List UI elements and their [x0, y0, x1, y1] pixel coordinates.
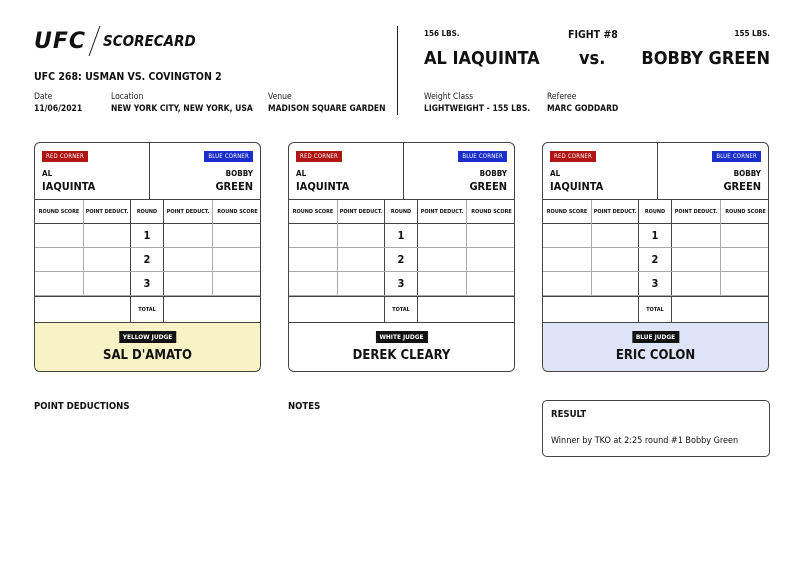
red-first-name: AL: [296, 169, 307, 178]
total-row: [543, 296, 768, 322]
fight-number: FIGHT #8: [568, 29, 618, 41]
blue-point-deduct-header: POINT DEDUCT.: [674, 208, 718, 215]
red-last-name: IAQUINTA: [550, 180, 604, 193]
judge-tag: BLUE JUDGE: [632, 331, 679, 343]
result-value: Winner by TKO at 2:25 round #1 Bobby Green: [551, 436, 739, 446]
weight-class-value: LIGHTWEIGHT - 155 LBS.: [424, 104, 531, 114]
blue-first-name: BOBBY: [733, 169, 761, 178]
date-label: Date: [34, 92, 53, 102]
blue-corner-badge: BLUE CORNER: [712, 151, 761, 162]
round-row: [543, 272, 768, 296]
round-number: 1: [638, 224, 672, 247]
scorecard-label: SCORECARD: [103, 32, 196, 50]
blue-fighter-weight: 155 LBS.: [734, 29, 770, 38]
judge-panel: [35, 322, 260, 372]
round-rows: [35, 224, 260, 296]
blue-first-name: BOBBY: [479, 169, 507, 178]
judge-panel: [289, 322, 514, 372]
score-columns-header: [543, 200, 768, 224]
round-number: 3: [130, 272, 164, 295]
round-number: 2: [130, 248, 164, 271]
judge-tag: YELLOW JUDGE: [119, 331, 176, 343]
blue-last-name: GREEN: [215, 180, 253, 193]
round-row: [543, 224, 768, 248]
blue-corner-badge: BLUE CORNER: [204, 151, 253, 162]
ufc-logo: [34, 26, 196, 56]
judge-scorecard: [288, 142, 515, 372]
header-divider: [397, 26, 398, 115]
red-last-name: IAQUINTA: [296, 180, 350, 193]
judge-scorecard: [542, 142, 769, 372]
round-row: [289, 248, 514, 272]
location-value: NEW YORK CITY, NEW YORK, USA: [111, 104, 253, 114]
round-number: 1: [130, 224, 164, 247]
round-row: [289, 272, 514, 296]
total-row: [35, 296, 260, 322]
red-first-name: AL: [42, 169, 53, 178]
location-label: Location: [111, 92, 144, 102]
red-last-name: IAQUINTA: [42, 180, 96, 193]
round-row: [35, 272, 260, 296]
blue-last-name: GREEN: [723, 180, 761, 193]
red-corner-badge: RED CORNER: [296, 151, 342, 162]
round-number: 1: [384, 224, 418, 247]
date-value: 11/06/2021: [34, 104, 83, 114]
red-point-deduct-header: POINT DEDUCT.: [83, 200, 130, 224]
judge-name: ERIC COLON: [615, 348, 696, 363]
red-round-score-header: ROUND SCORE: [546, 208, 588, 215]
round-row: [543, 248, 768, 272]
venue-label: Venue: [268, 92, 292, 102]
event-title: UFC 268: USMAN VS. COVINGTON 2: [34, 71, 222, 83]
venue-value: MADISON SQUARE GARDEN: [268, 104, 386, 114]
judge-name: SAL D'AMATO: [103, 348, 192, 363]
corners-header: [543, 143, 768, 200]
result-box: [542, 400, 770, 457]
red-point-deduct-header: POINT DEDUCT.: [337, 200, 384, 224]
round-row: [289, 224, 514, 248]
score-columns-header: [35, 200, 260, 224]
red-corner-badge: RED CORNER: [42, 151, 88, 162]
notes-heading: NOTES: [288, 401, 321, 412]
vs-label: vs.: [579, 48, 606, 69]
blue-round-score-header: ROUND SCORE: [466, 200, 515, 224]
judge-name: DEREK CLEARY: [352, 348, 451, 363]
round-number: 3: [384, 272, 418, 295]
blue-fighter-name: BOBBY GREEN: [641, 48, 770, 69]
blue-point-deduct-header: POINT DEDUCT.: [166, 208, 210, 215]
blue-first-name: BOBBY: [225, 169, 253, 178]
judge-scorecard: [34, 142, 261, 372]
red-first-name: AL: [550, 169, 561, 178]
red-fighter-weight: 156 LBS.: [424, 29, 460, 38]
red-point-deduct-header: POINT DEDUCT.: [591, 200, 638, 224]
round-header: ROUND: [384, 200, 418, 224]
round-row: [35, 248, 260, 272]
blue-round-score-header: ROUND SCORE: [720, 200, 769, 224]
red-round-score-header: ROUND SCORE: [292, 208, 334, 215]
total-row: [289, 296, 514, 322]
round-row: [35, 224, 260, 248]
corners-header: [35, 143, 260, 200]
total-label: TOTAL: [130, 297, 164, 322]
corners-header: [289, 143, 514, 200]
round-rows: [289, 224, 514, 296]
result-title: RESULT: [551, 409, 587, 420]
logo-divider: [89, 26, 101, 56]
round-header: ROUND: [130, 200, 164, 224]
referee-label: Referee: [547, 92, 577, 102]
round-number: 2: [384, 248, 418, 271]
total-label: TOTAL: [638, 297, 672, 322]
blue-point-deduct-header: POINT DEDUCT.: [420, 208, 464, 215]
judge-tag: WHITE JUDGE: [375, 331, 427, 343]
total-label: TOTAL: [384, 297, 418, 322]
round-header: ROUND: [638, 200, 672, 224]
referee-value: MARC GODDARD: [547, 104, 619, 114]
blue-round-score-header: ROUND SCORE: [212, 200, 261, 224]
blue-last-name: GREEN: [469, 180, 507, 193]
red-round-score-header: ROUND SCORE: [38, 208, 80, 215]
score-columns-header: [289, 200, 514, 224]
judge-panel: [543, 322, 768, 372]
red-corner-badge: RED CORNER: [550, 151, 596, 162]
point-deductions-heading: POINT DEDUCTIONS: [34, 401, 130, 412]
weight-class-label: Weight Class: [424, 92, 474, 102]
round-rows: [543, 224, 768, 296]
round-number: 3: [638, 272, 672, 295]
round-number: 2: [638, 248, 672, 271]
blue-corner-badge: BLUE CORNER: [458, 151, 507, 162]
red-fighter-name: AL IAQUINTA: [424, 48, 540, 69]
ufc-logo-text: UFC: [34, 28, 87, 54]
